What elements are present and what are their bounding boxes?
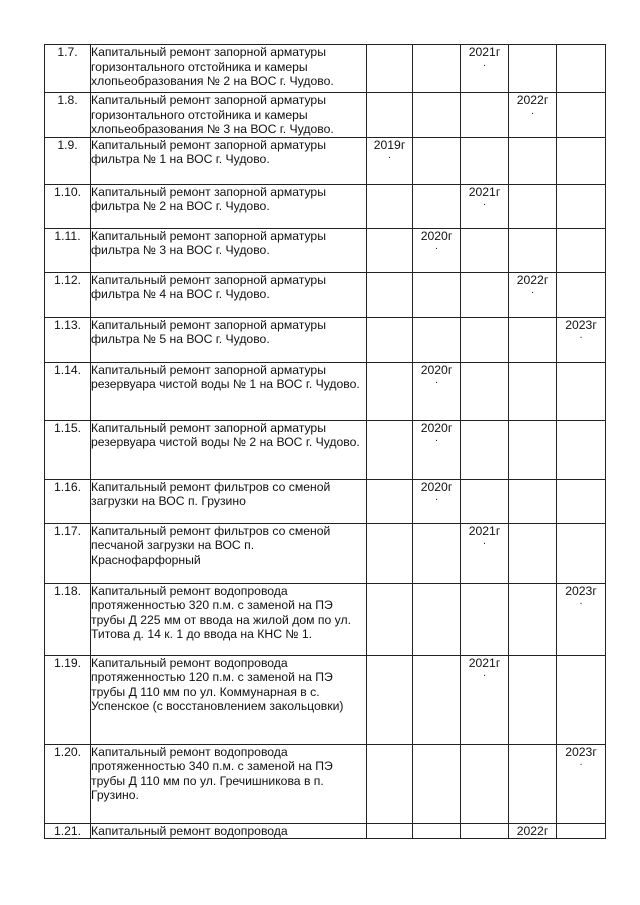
work-description: Капитальный ремонт запорной арматуры фильтра № 5 на ВОС г. Чудово. (91, 317, 367, 362)
row-number: 1.7. (45, 45, 91, 93)
year-dot: . (388, 150, 391, 161)
year-cell (461, 93, 509, 138)
row-number: 1.19. (45, 655, 91, 744)
work-description: Капитальный ремонт водопровода протяженностью 320 п.м. с заменой на ПЭ трубы Д 225 мм от ввода на жилой дом по ул. Титова д. 14 к. 1 до ввода на КНС № 1. (91, 583, 367, 655)
year-label: 2022г (516, 93, 549, 107)
work-description: Капитальный ремонт запорной арматуры горизонтального отстойника и камеры хлопьеобразования № 3 на ВОС г. Чудово. (91, 93, 367, 138)
work-description: Капитальный ремонт запорной арматуры резервуара чистой воды № 2 на ВОС г. Чудово. (91, 420, 367, 479)
year-cell (557, 523, 606, 583)
year-cell (367, 420, 413, 479)
year-cell (367, 228, 413, 272)
year-dot: . (579, 330, 583, 341)
year-cell (413, 744, 461, 823)
table-row (45, 744, 606, 823)
row-number: 1.20. (45, 744, 91, 823)
year-cell (557, 272, 606, 317)
table-row (45, 184, 606, 228)
row-number: 1.13. (45, 317, 91, 362)
year-cell (413, 655, 461, 744)
year-cell (509, 184, 557, 228)
year-label: 2023г (565, 744, 597, 759)
table-row (45, 362, 606, 420)
year-label: 2022г (516, 272, 549, 287)
year-cell (557, 744, 606, 823)
year-cell (557, 420, 606, 479)
year-dot: . (579, 757, 583, 768)
row-number: 1.10. (45, 184, 91, 228)
row-number: 1.12. (45, 272, 91, 317)
year-cell (509, 362, 557, 420)
year-cell (509, 228, 557, 272)
year-cell (413, 479, 461, 523)
row-number: 1.14. (45, 362, 91, 420)
year-label: 2023г (565, 317, 597, 332)
year-cell (509, 45, 557, 93)
year-cell (367, 655, 413, 744)
table-row (45, 823, 606, 839)
year-cell (461, 744, 509, 823)
year-cell (461, 362, 509, 420)
year-cell (461, 420, 509, 479)
year-label: 2021г (468, 45, 501, 59)
year-cell (557, 45, 606, 93)
year-label: 2021г (468, 655, 501, 670)
year-cell (367, 744, 413, 823)
year-dot: . (483, 197, 486, 208)
year-cell (461, 45, 509, 93)
year-cell (413, 362, 461, 420)
table-row (45, 137, 606, 184)
year-cell (367, 45, 413, 93)
year-cell (461, 137, 509, 184)
row-number: 1.18. (45, 583, 91, 655)
year-cell (509, 523, 557, 583)
table-body (45, 45, 606, 839)
year-cell (509, 823, 557, 839)
year-cell (557, 479, 606, 523)
year-cell (509, 272, 557, 317)
year-cell (413, 272, 461, 317)
row-number: 1.17. (45, 523, 91, 583)
year-cell (461, 655, 509, 744)
year-dot: . (483, 57, 486, 69)
table-row (45, 523, 606, 583)
work-description: Капитальный ремонт водопровода протяженностью 120 п.м. с заменой на ПЭ трубы Д 110 мм по ул. Коммунарная в с. Успенское (с восстановлением закольцовки) (91, 655, 367, 744)
year-cell (367, 583, 413, 655)
year-dot: . (579, 596, 583, 607)
year-cell (461, 228, 509, 272)
year-cell (461, 823, 509, 839)
table-row (45, 228, 606, 272)
year-dot: . (435, 241, 438, 252)
work-description: Капитальный ремонт запорной арматуры фильтра № 1 на ВОС г. Чудово. (91, 137, 367, 184)
year-cell (461, 523, 509, 583)
year-cell (509, 479, 557, 523)
work-description: Капитальный ремонт запорной арматуры фильтра № 4 на ВОС г. Чудово. (91, 272, 367, 317)
year-label: 2023г (565, 583, 597, 598)
year-cell (367, 184, 413, 228)
year-cell (509, 317, 557, 362)
year-cell (413, 420, 461, 479)
year-label: 2020г (420, 479, 453, 494)
table-row (45, 45, 606, 93)
year-cell (509, 744, 557, 823)
table-row (45, 583, 606, 655)
work-description: Капитальный ремонт запорной арматуры резервуара чистой воды № 1 на ВОС г. Чудово. (91, 362, 367, 420)
year-cell (367, 479, 413, 523)
year-cell (367, 362, 413, 420)
table-row (45, 420, 606, 479)
year-cell (461, 479, 509, 523)
year-dot: . (435, 375, 438, 386)
row-number: 1.16. (45, 479, 91, 523)
year-dot: . (531, 105, 534, 117)
year-label: 2020г (420, 228, 453, 243)
year-dot: . (435, 433, 438, 444)
year-cell (461, 272, 509, 317)
year-dot: . (435, 492, 438, 503)
work-description: Капитальный ремонт запорной арматуры фильтра № 2 на ВОС г. Чудово. (91, 184, 367, 228)
year-cell (557, 583, 606, 655)
year-cell (557, 362, 606, 420)
row-number: 1.21. (45, 823, 91, 839)
year-cell (367, 823, 413, 839)
row-number: 1.15. (45, 420, 91, 479)
work-description: Капитальный ремонт запорной арматуры фильтра № 3 на ВОС г. Чудово. (91, 228, 367, 272)
year-cell (557, 228, 606, 272)
year-dot: . (531, 285, 534, 296)
year-cell (413, 823, 461, 839)
year-cell (557, 317, 606, 362)
work-description: Капитальный ремонт водопровода протяженностью 340 п.м. с заменой на ПЭ трубы Д 110 мм по ул. Гречишникова в п. Грузино. (91, 744, 367, 823)
year-cell (509, 93, 557, 138)
work-schedule-table (44, 44, 606, 839)
year-label: 2021г (468, 523, 501, 538)
year-label: 2020г (420, 362, 453, 377)
table-row (45, 655, 606, 744)
row-number: 1.11. (45, 228, 91, 272)
year-cell (367, 317, 413, 362)
year-cell (509, 583, 557, 655)
table-row (45, 272, 606, 317)
year-cell (413, 184, 461, 228)
year-cell (557, 137, 606, 184)
year-label: 2022г (516, 823, 549, 838)
year-label: 2020г (420, 420, 453, 435)
work-description: Капитальный ремонт водопровода (91, 823, 367, 839)
year-cell (509, 137, 557, 184)
year-cell (367, 523, 413, 583)
table-row (45, 93, 606, 138)
year-label: 2019г (373, 137, 406, 152)
year-cell (413, 45, 461, 93)
year-cell (367, 272, 413, 317)
year-cell (557, 93, 606, 138)
table-row (45, 479, 606, 523)
table-row (45, 317, 606, 362)
year-cell (557, 184, 606, 228)
year-cell (461, 184, 509, 228)
year-cell (509, 655, 557, 744)
year-cell (413, 228, 461, 272)
year-cell (509, 420, 557, 479)
year-cell (413, 137, 461, 184)
year-cell (557, 655, 606, 744)
year-cell (413, 583, 461, 655)
year-cell (413, 317, 461, 362)
year-cell (461, 583, 509, 655)
year-dot: . (483, 668, 486, 679)
year-label: 2021г (468, 184, 501, 199)
work-description: Капитальный ремонт фильтров со сменой песчаной загрузки на ВОС п. Краснофарфорный (91, 523, 367, 583)
year-cell (413, 93, 461, 138)
work-description: Капитальный ремонт фильтров со сменой загрузки на ВОС п. Грузино (91, 479, 367, 523)
year-cell (367, 93, 413, 138)
year-cell (367, 137, 413, 184)
year-dot: . (483, 536, 486, 547)
year-cell (413, 523, 461, 583)
row-number: 1.8. (45, 93, 91, 138)
work-description: Капитальный ремонт запорной арматуры горизонтального отстойника и камеры хлопьеобразования № 2 на ВОС г. Чудово. (91, 45, 367, 93)
year-cell (557, 823, 606, 839)
row-number: 1.9. (45, 137, 91, 184)
year-cell (461, 317, 509, 362)
